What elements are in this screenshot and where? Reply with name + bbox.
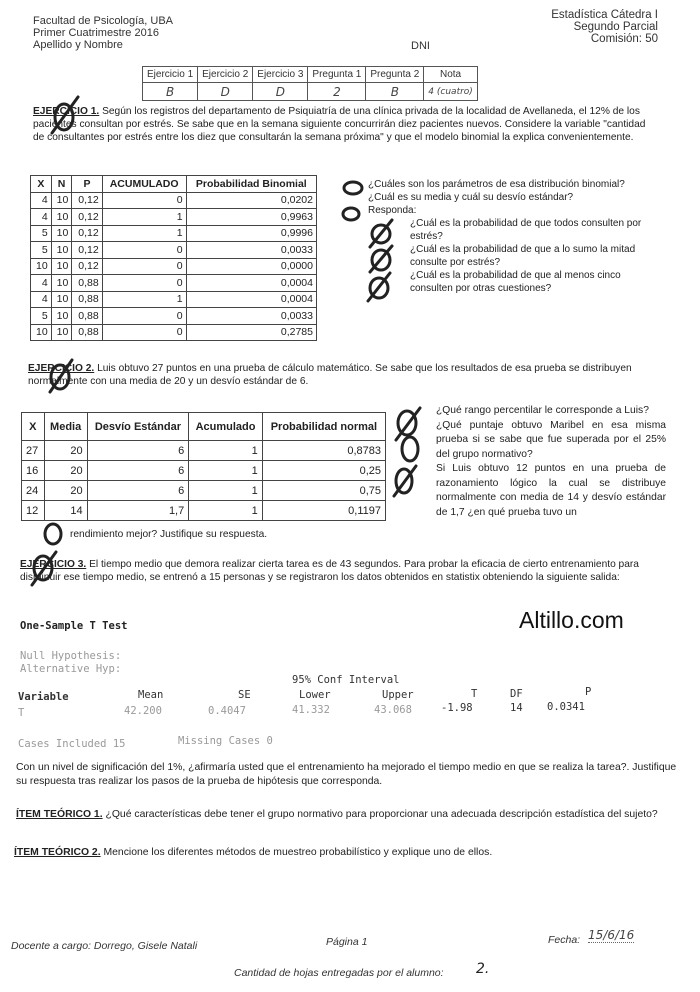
table-cell: 0,12 [72, 192, 102, 209]
grade-header: Ejercicio 1 [143, 67, 198, 83]
ej1-question: ¿Cuáles son los parámetros de esa distribución binomial? [368, 179, 625, 190]
table-cell: 1 [189, 481, 263, 501]
ej2-text: Luis obtuvo 27 puntos en una prueba de cálculo matemático. Se sabe que los resultados de esa prueba se distribuyen normalmente con una media de 20 y un desvío estándar de 6. [28, 363, 632, 387]
ej2-question: Si Luis obtuvo 12 puntos en una prueba de razonamiento lógico la cual se distribuye normalmente con media de 14 y desvío estándar de 1,7 ¿en qué prueba tuvo un [436, 463, 666, 518]
name-label: Apellido y Nombre [33, 39, 123, 51]
table-cell: 10 [51, 192, 72, 209]
ttest-cell: -1.98 [441, 702, 473, 714]
ej2-col-header: Media [44, 413, 87, 441]
table-cell: 1 [102, 225, 186, 242]
table-cell: 27 [22, 441, 45, 461]
table-cell: 10 [51, 209, 72, 226]
commission-text: Comisión: 50 [590, 33, 658, 45]
table-cell: 0 [102, 242, 186, 259]
table-cell: 0,75 [262, 481, 385, 501]
item1-title: ÍTEM TEÓRICO 1. [16, 809, 103, 820]
teacher-text: Docente a cargo: Dorrego, Gisele Natali [11, 940, 198, 952]
table-cell: 0 [102, 258, 186, 275]
table-cell: 4 [31, 275, 52, 292]
course-text: Estadística Cátedra I [551, 9, 658, 21]
table-cell: 5 [31, 242, 52, 259]
ej2-col-header: Acumulado [189, 413, 263, 441]
date-label: Fecha: [548, 934, 581, 946]
term-text: Primer Cuatrimestre 2016 [33, 27, 159, 39]
missing-cases: Missing Cases 0 [178, 735, 273, 747]
table-cell: 0,0033 [186, 242, 316, 259]
ttest-cell: 14 [510, 702, 523, 714]
ttest-col-header: Mean [138, 689, 164, 701]
ej1-question: ¿Cuál es la probabilidad de que todos consulten por estrés? [410, 218, 642, 242]
ej1-question: ¿Cuál es la probabilidad de que al menos cinco consulten por otras cuestiones? [410, 270, 621, 294]
ci-header: 95% Conf Interval [292, 674, 400, 686]
table-cell: 10 [51, 242, 72, 259]
scribble-mark [45, 524, 61, 544]
grade-header: Pregunta 1 [308, 67, 366, 83]
table-cell: 0,0004 [186, 275, 316, 292]
grade-header: Ejercicio 3 [253, 67, 308, 83]
ej1-col-header: Probabilidad Binomial [186, 176, 316, 193]
grade-header: Ejercicio 2 [198, 67, 253, 83]
null-hypothesis: Null Hypothesis: [20, 650, 122, 662]
table-cell: 10 [51, 324, 72, 341]
table-cell: 0 [102, 324, 186, 341]
table-cell: 5 [31, 308, 52, 325]
ej2-col-header: X [22, 413, 45, 441]
table-cell: 1,7 [87, 501, 189, 521]
ttest-cell: 43.068 [374, 704, 412, 716]
faculty-text: Facultad de Psicología, UBA [33, 15, 174, 27]
table-cell: 4 [31, 291, 52, 308]
table-cell: 10 [31, 324, 52, 341]
ej2-col-header: Probabilidad normal [262, 413, 385, 441]
table-cell: 0,12 [72, 242, 102, 259]
grade-value: B [366, 83, 424, 101]
grade-value: D [253, 83, 308, 101]
table-cell: 20 [44, 461, 87, 481]
grade-header: Nota [424, 67, 478, 83]
table-cell: 0,0202 [186, 192, 316, 209]
table-cell: 1 [102, 291, 186, 308]
table-cell: 0 [102, 275, 186, 292]
ttest-cell: 0.0341 [547, 701, 585, 713]
table-cell: 20 [44, 441, 87, 461]
ej2-title: EJERCICIO 2. [28, 363, 95, 374]
table-cell: 1 [189, 501, 263, 521]
grade-value: 4 (cuatro) [424, 83, 478, 101]
ej1-title: EJERCICIO 1. [33, 106, 100, 117]
ej1-col-header: N [51, 176, 72, 193]
ttest-cell: 41.332 [292, 704, 330, 716]
table-cell: 0,12 [72, 209, 102, 226]
table-cell: 0,9996 [186, 225, 316, 242]
scribble-mark [343, 208, 359, 220]
ttest-cell: T [18, 707, 25, 719]
table-cell: 0,88 [72, 275, 102, 292]
ej3-text: El tiempo medio que demora realizar cierta tarea es de 43 segundos. Para probar la eficacia de cierto entrenamiento para disminuir ese tiempo medio, se entrenó a 15 personas y se registraron los datos obtenidos en statistix obteniendo la siguiente salida: [20, 559, 639, 583]
table-cell: 10 [51, 308, 72, 325]
ttest-col-header: T [471, 688, 478, 700]
table-cell: 0,88 [72, 291, 102, 308]
table-cell: 0,0000 [186, 258, 316, 275]
ej1-col-header: ACUMULADO [102, 176, 186, 193]
table-cell: 16 [22, 461, 45, 481]
ej2-question: ¿Qué puntaje obtuvo Maribel en esa misma prueba si se sabe que fue superada por el 25% del grupo normativo? [436, 419, 666, 460]
ej1-col-header: P [72, 176, 102, 193]
cases-included: Cases Included 15 [18, 738, 126, 750]
ttest-col-header: DF [510, 688, 523, 700]
table-cell: 14 [44, 501, 87, 521]
alternative-hypothesis: Alternative Hyp: [20, 663, 122, 675]
item2-text: Mencione los diferentes métodos de muestreo probabilístico y explique uno de ellos. [100, 847, 493, 858]
ttest-cell: 0.4047 [208, 705, 246, 717]
table-cell: 10 [51, 291, 72, 308]
exam-text: Segundo Parcial [573, 21, 658, 33]
table-cell: 0,8783 [262, 441, 385, 461]
table-cell: 0,12 [72, 258, 102, 275]
ej2-col-header: Desvío Estándar [87, 413, 189, 441]
sheets-label: Cantidad de hojas entregadas por el alumno: [234, 967, 444, 979]
table-cell: 6 [87, 461, 189, 481]
item1-text: ¿Qué características debe tener el grupo normativo para proporcionar una adecuada descripción estadística del sujeto? [102, 809, 658, 820]
table-cell: 0,88 [72, 308, 102, 325]
scribble-mark [344, 182, 362, 194]
table-cell: 0 [102, 192, 186, 209]
table-cell: 0,88 [72, 324, 102, 341]
table-cell: 1 [189, 441, 263, 461]
dni-label: DNI [411, 40, 430, 52]
ej3-question: Con un nivel de significación del 1%, ¿afirmaría usted que el entrenamiento ha mejorado el tiempo medio en que se realiza la tarea?. Justifique su respuesta tras realizar los pasos de la prueba de hipótesis que corresponda. [16, 762, 677, 787]
table-cell: 12 [22, 501, 45, 521]
table-cell: 0,0033 [186, 308, 316, 325]
table-cell: 1 [189, 461, 263, 481]
ttest-cell: 42.200 [124, 705, 162, 717]
grade-value: 2 [308, 83, 366, 101]
table-cell: 6 [87, 481, 189, 501]
table-cell: 0,1197 [262, 501, 385, 521]
table-cell: 0,12 [72, 225, 102, 242]
ej3-title: EJERCICIO 3. [20, 559, 87, 570]
table-cell: 1 [102, 209, 186, 226]
table-cell: 10 [51, 275, 72, 292]
scribble-mark [402, 437, 418, 461]
ej1-question: ¿Cuál es su media y cuál su desvío estándar? [368, 192, 574, 203]
page-number: Página 1 [326, 936, 368, 948]
table-cell: 10 [51, 225, 72, 242]
ej1-question: Responda: [368, 205, 417, 216]
table-cell: 4 [31, 192, 52, 209]
table-cell: 0,2785 [186, 324, 316, 341]
table-cell: 20 [44, 481, 87, 501]
table-cell: 0,0004 [186, 291, 316, 308]
ej2-question: ¿Qué rango percentilar le corresponde a Luis? [436, 405, 649, 416]
table-cell: 10 [31, 258, 52, 275]
date-value: 15/6/16 [588, 928, 635, 942]
ej1-text: Según los registros del departamento de Psiquiatría de una clínica privada de la localidad de Avellaneda, el 12% de los pacientes consultan por estrés. Se sabe que en la semana siguiente concurrirán diez pacientes nuevos. Considere la variable "cantidad de consultantes por estrés entre los diez que consultarán la semana próxima" y que el modelo binomial la explica convenientemente. [33, 106, 646, 143]
sheets-value: 2. [476, 961, 490, 977]
ej1-col-header: X [31, 176, 52, 193]
ttest-col-header: P [585, 686, 592, 698]
grade-value: D [198, 83, 253, 101]
item2-title: ÍTEM TEÓRICO 2. [14, 847, 101, 858]
ej2-tail: rendimiento mejor? Justifique su respuesta. [70, 529, 268, 540]
table-cell: 6 [87, 441, 189, 461]
table-cell: 0,9963 [186, 209, 316, 226]
watermark: Altillo.com [519, 607, 624, 633]
ej1-question: ¿Cuál es la probabilidad de que a lo sumo la mitad consulte por estrés? [410, 244, 636, 268]
table-cell: 0 [102, 308, 186, 325]
table-cell: 0,25 [262, 461, 385, 481]
grade-value: B [143, 83, 198, 101]
ttest-col-header: Upper [382, 689, 414, 701]
grade-header: Pregunta 2 [366, 67, 424, 83]
ttest-col-header: Lower [299, 689, 331, 701]
ttest-col-header: Variable [18, 691, 69, 703]
ttest-col-header: SE [238, 689, 251, 701]
table-cell: 4 [31, 209, 52, 226]
table-cell: 24 [22, 481, 45, 501]
table-cell: 10 [51, 258, 72, 275]
ttest-title: One-Sample T Test [20, 620, 128, 632]
table-cell: 5 [31, 225, 52, 242]
